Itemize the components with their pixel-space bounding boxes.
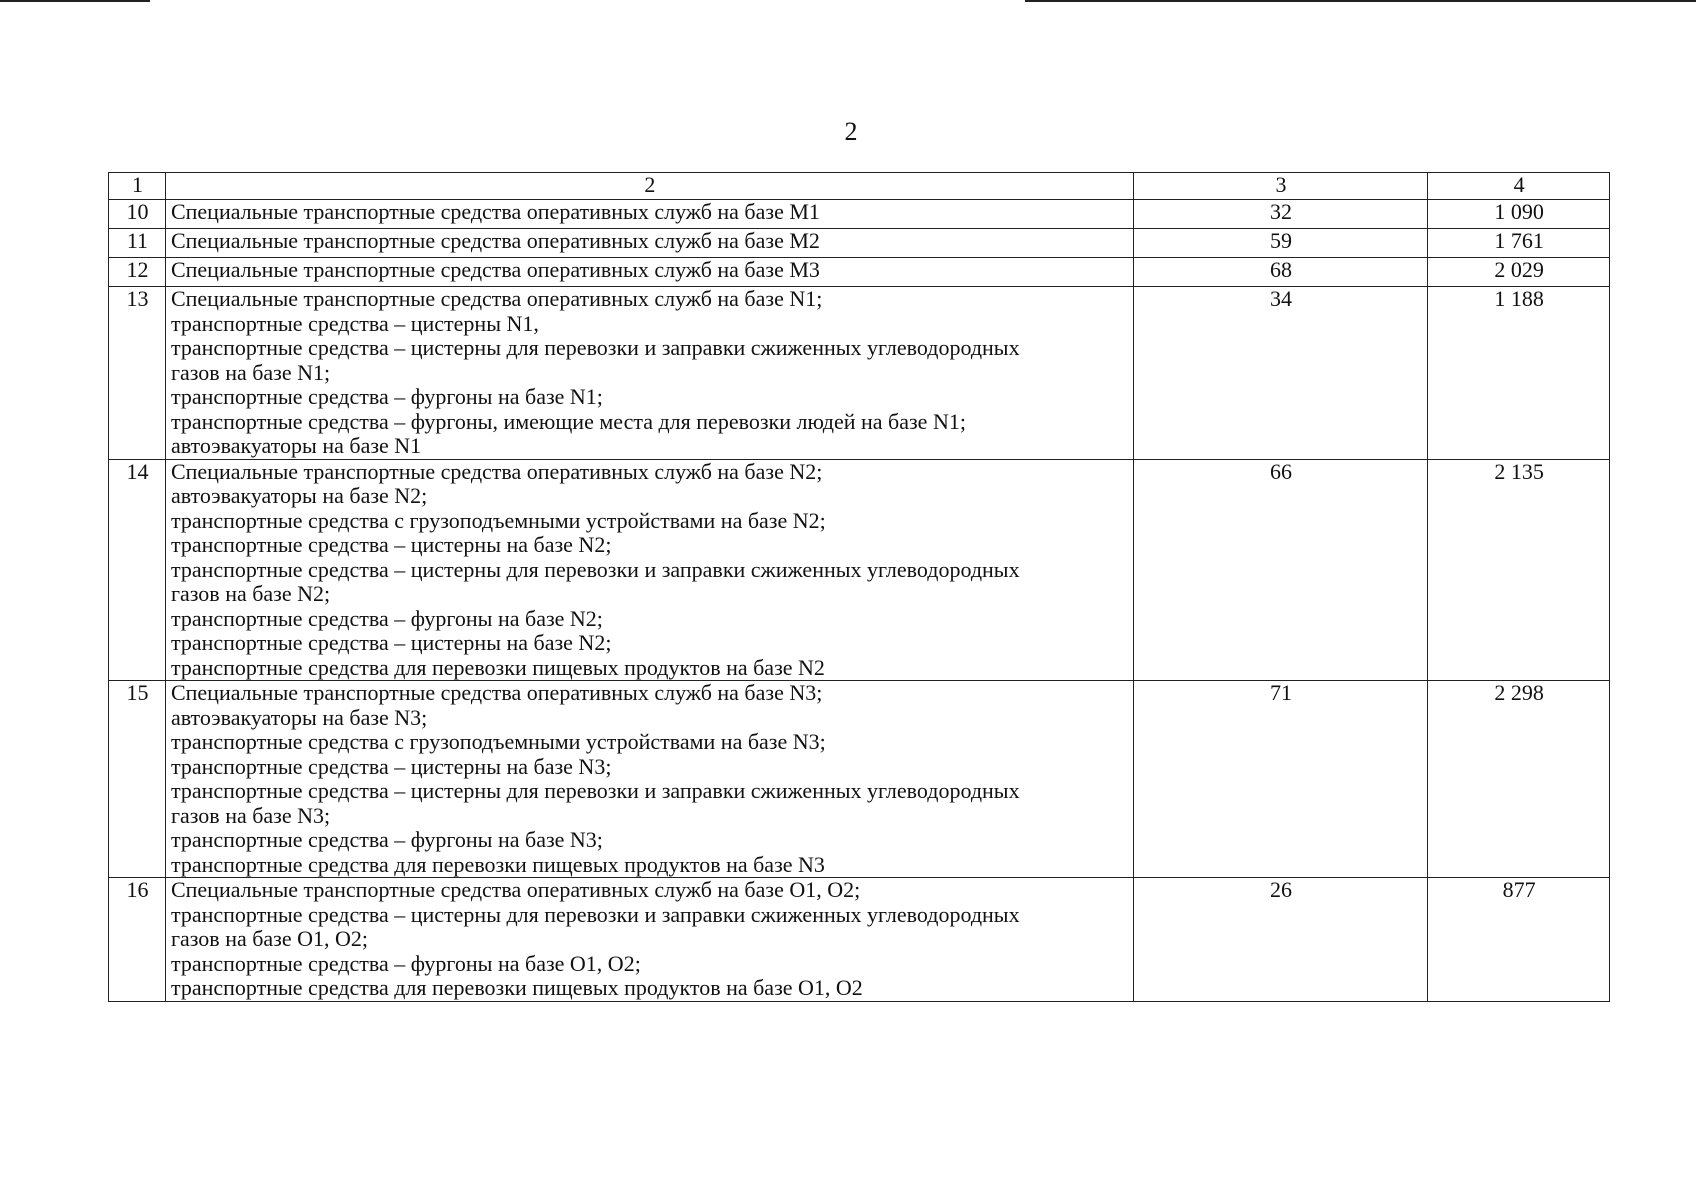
description-line: транспортные средства – цистерны для перевозки и заправки сжиженных углеводородных [170,778,1020,803]
description-line: транспортные средства для перевозки пищевых продуктов на базе N2 [170,654,825,680]
description-line: транспортные средства с грузоподъемными устройствами на базе N2; [170,507,826,533]
vehicle-description [165,200,1133,229]
description-line: Специальные транспортные средства оперативных служб на базе O1, O2; [170,877,861,902]
description-line: Специальные транспортные средства оперативных служб на базе N3; [170,680,823,705]
scan-edge-line-left [0,0,150,2]
column-4-value: 2 298 [1428,681,1610,878]
scan-edge-line-right [1025,0,1696,2]
table-row [109,200,1610,229]
row-number: 12 [109,258,166,287]
row-number: 10 [109,200,166,229]
header-col-4: 4 [1428,173,1610,200]
description-line: транспортные средства – цистерны для перевозки и заправки сжиженных углеводородных [170,901,1020,927]
description-line: автоэвакуаторы на базе N3; [170,704,428,730]
header-col-2: 2 [165,173,1133,200]
column-3-value: 32 [1133,200,1428,229]
column-4-value: 1 761 [1428,229,1610,258]
description-line: транспортные средства – фургоны на базе N3; [170,827,603,852]
table-row [109,258,1610,287]
description-line: транспортные средства – цистерны для перевозки и заправки сжиженных углеводородных [170,335,1020,360]
column-4-value: 2 029 [1428,258,1610,287]
table-row [109,287,1610,460]
table-row [109,681,1610,878]
description-line: транспортные средства – цистерны на базе N2; [170,630,612,655]
description-line: транспортные средства – фургоны на базе N2; [170,605,603,631]
description-line: транспортные средства – фургоны на базе O1, O2; [170,950,641,976]
row-number: 14 [109,459,166,681]
table-header-row [109,173,1610,200]
page-number-text: 2 [844,117,858,146]
vehicle-description [165,258,1133,287]
description-line: транспортные средства для перевозки пищевых продуктов на базе O1, O2 [170,975,863,1000]
vehicle-description [165,459,1133,681]
description-line: газов на базе N3; [170,802,331,828]
description-line: транспортные средства – фургоны, имеющие места для перевозки людей на базе N1; [170,408,966,434]
description-line: транспортные средства для перевозки пищевых продуктов на базе N3 [170,851,825,877]
description-line: автоэвакуаторы на базе N1 [170,433,422,458]
column-4-value: 2 135 [1428,459,1610,681]
description-line: автоэвакуаторы на базе N2; [170,483,428,508]
vehicle-description [165,878,1133,1002]
column-3-value: 66 [1133,459,1428,681]
row-number: 15 [109,681,166,878]
description-line: транспортные средства – цистерны на базе N3; [170,753,612,779]
description-line: транспортные средства с грузоподъемными устройствами на базе N3; [170,729,826,754]
page-number [0,117,1696,147]
description-line: транспортные средства – цистерны N1, [170,310,539,336]
vehicle-category-table [108,172,1610,1002]
description-line: транспортные средства – цистерны на базе N2; [170,532,612,557]
column-4-value: 1 090 [1428,200,1610,229]
description-line: газов на базе O1, O2; [170,926,369,951]
table-row [109,878,1610,1002]
description-line: Специальные транспортные средства оперативных служб на базе N2; [170,458,823,484]
vehicle-description [165,287,1133,460]
column-3-value: 34 [1133,287,1428,460]
column-4-value: 877 [1428,878,1610,1002]
row-number: 16 [109,878,166,1002]
row-number: 11 [109,229,166,258]
column-3-value: 59 [1133,229,1428,258]
description-line: Специальные транспортные средства оперативных служб на базе M1 [170,199,820,224]
header-col-1: 1 [109,173,166,200]
table-row [109,229,1610,258]
vehicle-description [165,681,1133,878]
description-line: транспортные средства – цистерны для перевозки и заправки сжиженных углеводородных [170,556,1020,582]
table-body [109,173,1610,1002]
description-line: Специальные транспортные средства оперативных служб на базе N1; [170,286,823,311]
column-4-value: 1 188 [1428,287,1610,460]
table-row [109,459,1610,681]
description-line: газов на базе N1; [170,359,331,385]
description-line: газов на базе N2; [170,581,331,606]
header-col-3: 3 [1133,173,1428,200]
description-line: Специальные транспортные средства оперативных служб на базе M3 [170,257,820,282]
description-line: Специальные транспортные средства оперативных служб на базе M2 [170,228,820,253]
column-3-value: 68 [1133,258,1428,287]
vehicle-description [165,229,1133,258]
column-3-value: 71 [1133,681,1428,878]
column-3-value: 26 [1133,878,1428,1002]
row-number: 13 [109,287,166,460]
description-line: транспортные средства – фургоны на базе N1; [170,384,603,409]
